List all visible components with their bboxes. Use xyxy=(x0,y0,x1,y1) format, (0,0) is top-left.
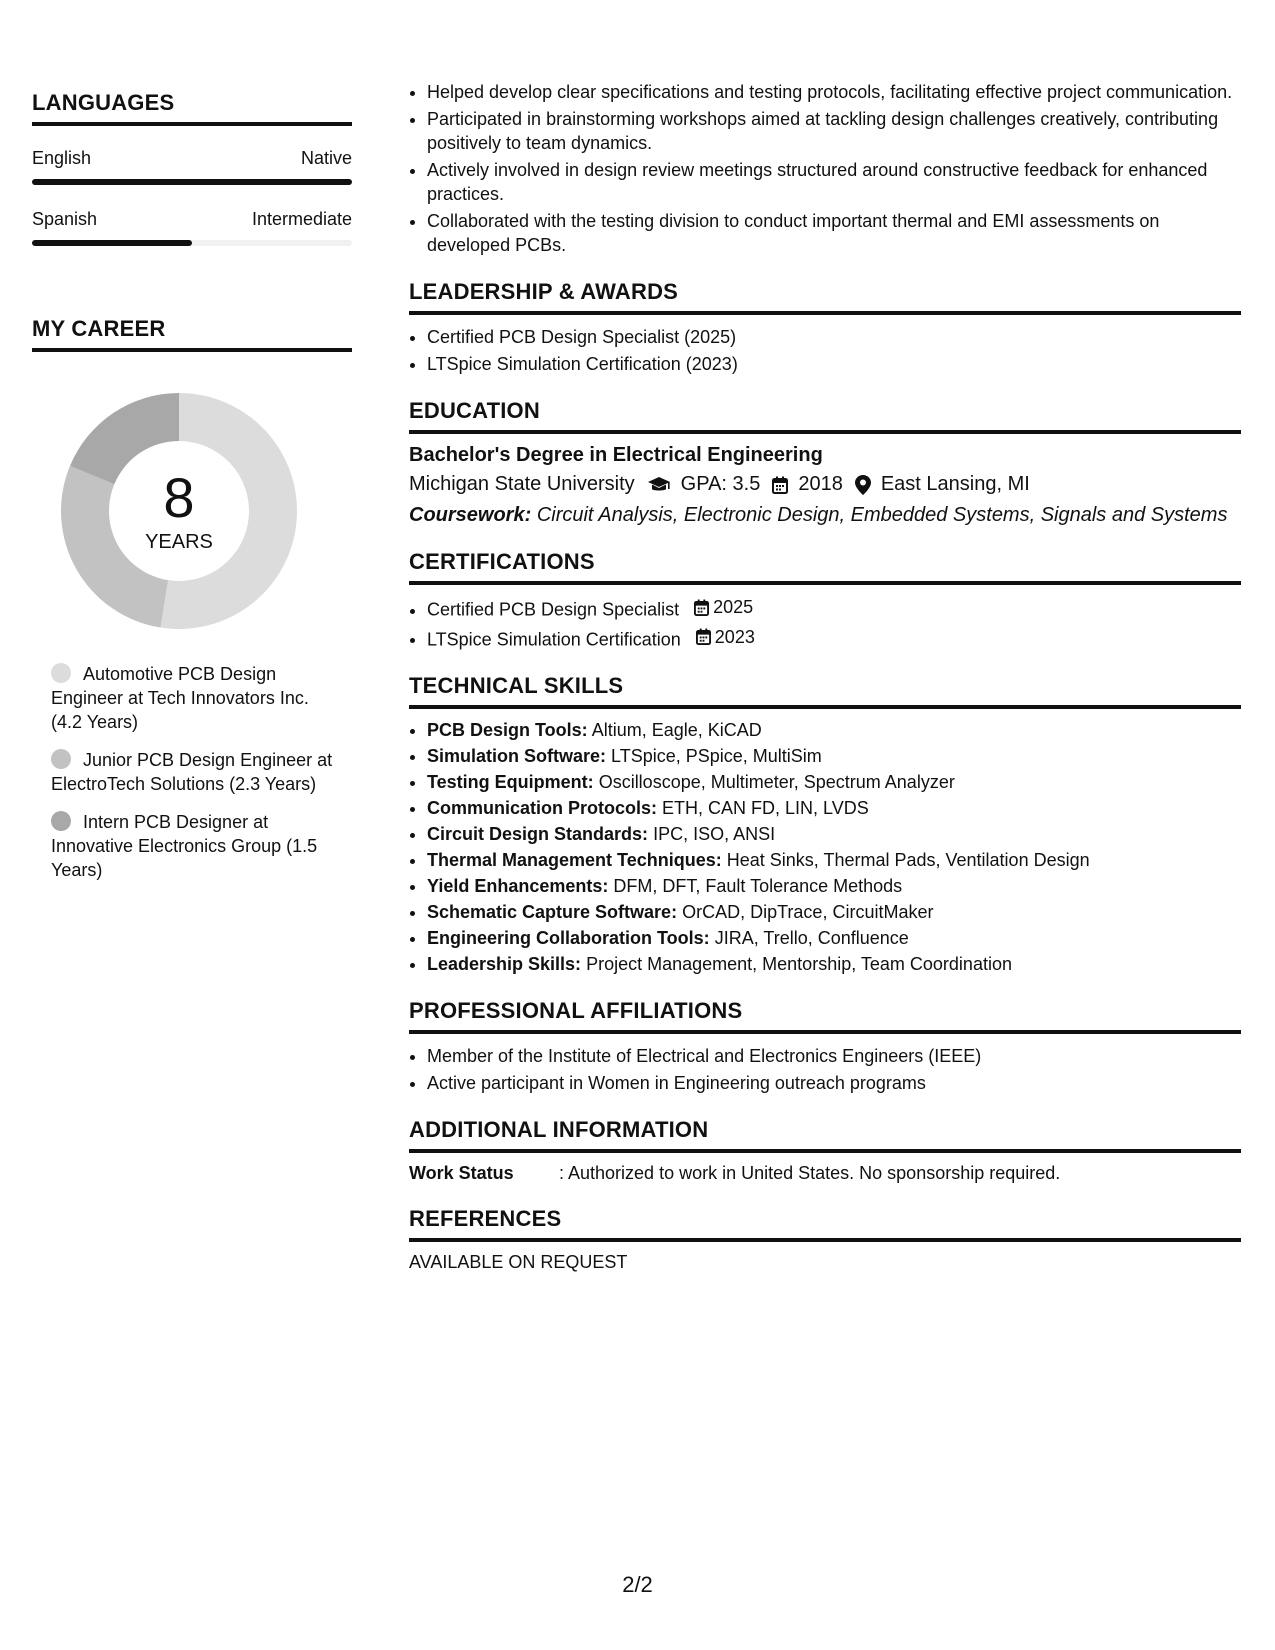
skills-list xyxy=(409,719,1241,976)
skill-value: Oscilloscope, Multimeter, Spectrum Analyzer xyxy=(598,772,955,792)
career-legend-item xyxy=(51,810,341,882)
skill-label: Engineering Collaboration Tools: xyxy=(427,928,710,948)
certification-name: LTSpice Simulation Certification xyxy=(427,629,681,649)
career-legend-label: Junior PCB Design Engineer at ElectroTech Solutions (2.3 Years) xyxy=(51,750,333,794)
career-title: MY CAREER xyxy=(32,316,352,352)
language-item xyxy=(32,209,352,246)
skill-label: Communication Protocols: xyxy=(427,798,658,818)
education-location: East Lansing, MI xyxy=(880,473,1030,495)
certification-name: Certified PCB Design Specialist xyxy=(427,599,680,620)
legend-dot-icon xyxy=(51,663,71,683)
skill-label: Simulation Software: xyxy=(427,746,607,766)
skills-title: TECHNICAL SKILLS xyxy=(409,673,1241,709)
references-text: AVAILABLE ON REQUEST xyxy=(409,1252,628,1272)
skill-value: Altium, Eagle, KiCAD xyxy=(591,720,762,740)
skill-value: LTSpice, PSpice, MultiSim xyxy=(611,746,822,766)
education-details xyxy=(409,473,1241,496)
certifications-title: CERTIFICATIONS xyxy=(409,549,1241,585)
awards-title: LEADERSHIP & AWARDS xyxy=(409,279,1241,315)
language-proficiency-fill xyxy=(32,179,352,185)
list-item xyxy=(427,901,1241,924)
coursework-value: Circuit Analysis, Electronic Design, Embedded Systems, Signals and Systems xyxy=(536,504,1228,526)
languages-title: LANGUAGES xyxy=(32,90,352,126)
left-column xyxy=(32,90,352,896)
language-proficiency-fill xyxy=(32,240,192,246)
list-item: • Helped develop clear specifications and testing protocols, facilitating effective project communication. xyxy=(427,80,1241,104)
coursework-label: Coursework: xyxy=(409,504,532,526)
list-item: • Participated in brainstorming workshops aimed at tackling design challenges creatively, contributing positively to team dynamics. xyxy=(427,107,1241,155)
education-degree: Bachelor's Degree in Electrical Engineering xyxy=(409,444,823,466)
career-legend-item xyxy=(51,748,341,796)
career-legend xyxy=(51,662,341,882)
certification-year: 2025 xyxy=(713,597,754,617)
education-coursework xyxy=(409,504,1241,527)
skill-value: Heat Sinks, Thermal Pads, Ventilation Design xyxy=(726,850,1090,870)
career-legend-label: Intern PCB Designer at Innovative Electronics Group (1.5 Years) xyxy=(51,812,318,880)
education-gpa: GPA: 3.5 xyxy=(680,473,761,495)
language-item xyxy=(32,148,352,185)
list-item: • Collaborated with the testing division to conduct important thermal and EMI assessments on developed PCBs. xyxy=(427,209,1241,257)
list-item xyxy=(427,625,1241,652)
list-item: • Member of the Institute of Electrical and Electronics Engineers (IEEE) xyxy=(427,1044,1241,1068)
list-item xyxy=(427,595,1241,622)
work-status-label: Work Status xyxy=(409,1163,514,1183)
skill-value: ETH, CAN FD, LIN, LVDS xyxy=(662,798,869,818)
skill-value: JIRA, Trello, Confluence xyxy=(714,928,909,948)
list-item xyxy=(427,849,1241,872)
map-pin-icon xyxy=(855,475,871,495)
language-proficiency-bar xyxy=(32,240,352,246)
references-title: REFERENCES xyxy=(409,1206,1241,1242)
list-item xyxy=(427,823,1241,846)
career-legend-item xyxy=(51,662,341,734)
affiliations-title: PROFESSIONAL AFFILIATIONS xyxy=(409,998,1241,1034)
list-item xyxy=(427,953,1241,976)
list-item xyxy=(427,771,1241,794)
list-item xyxy=(427,875,1241,898)
skill-label: Thermal Management Techniques: xyxy=(427,850,722,870)
awards-list xyxy=(409,325,1241,376)
language-name: Spanish xyxy=(32,209,98,229)
education-title: EDUCATION xyxy=(409,398,1241,434)
calendar-icon xyxy=(694,599,709,616)
calendar-icon xyxy=(772,476,788,494)
skill-label: PCB Design Tools: xyxy=(427,720,588,740)
list-item xyxy=(427,745,1241,768)
career-legend-label: Automotive PCB Design Engineer at Tech Innovators Inc. (4.2 Years) xyxy=(51,664,309,732)
list-item: • Actively involved in design review meetings structured around constructive feedback for enhanced practices. xyxy=(427,158,1241,206)
language-level: Native xyxy=(300,148,352,168)
career-total-unit: YEARS xyxy=(145,530,213,553)
experience-bullets xyxy=(409,80,1241,257)
skill-label: Schematic Capture Software: xyxy=(427,902,678,922)
legend-dot-icon xyxy=(51,811,71,831)
calendar-icon xyxy=(696,628,711,645)
skill-label: Leadership Skills: xyxy=(427,954,582,974)
skill-value: Project Management, Mentorship, Team Coordination xyxy=(586,954,1012,974)
right-column xyxy=(409,80,1241,1273)
list-item: • Certified PCB Design Specialist (2025) xyxy=(427,325,1241,349)
list-item xyxy=(427,719,1241,742)
additional-title: ADDITIONAL INFORMATION xyxy=(409,1117,1241,1153)
work-status-row xyxy=(409,1163,1241,1184)
skill-value: DFM, DFT, Fault Tolerance Methods xyxy=(613,876,903,896)
skill-value: IPC, ISO, ANSI xyxy=(653,824,776,844)
list-item: • Active participant in Women in Engineering outreach programs xyxy=(427,1071,1241,1095)
legend-dot-icon xyxy=(51,749,71,769)
certification-year: 2023 xyxy=(714,626,755,647)
skill-value: OrCAD, DipTrace, CircuitMaker xyxy=(682,902,934,922)
career-total-number: 8 xyxy=(163,465,195,529)
work-status-value: : Authorized to work in United States. No sponsorship required. xyxy=(559,1163,1061,1183)
language-name: English xyxy=(32,148,92,168)
list-item xyxy=(427,797,1241,820)
skill-label: Yield Enhancements: xyxy=(427,876,609,896)
skill-label: Testing Equipment: xyxy=(427,772,594,792)
language-level: Intermediate xyxy=(251,209,352,229)
list-item: • LTSpice Simulation Certification (2023) xyxy=(427,352,1241,376)
skill-label: Circuit Design Standards: xyxy=(427,824,649,844)
graduation-cap-icon xyxy=(647,476,671,494)
education-year: 2018 xyxy=(798,473,843,495)
page-number: 2/2 xyxy=(622,1572,653,1597)
language-proficiency-bar xyxy=(32,179,352,185)
education-school: Michigan State University xyxy=(409,473,635,495)
career-donut-chart xyxy=(54,386,304,636)
affiliations-list xyxy=(409,1044,1241,1095)
list-item xyxy=(427,927,1241,950)
certifications-list xyxy=(409,595,1241,651)
